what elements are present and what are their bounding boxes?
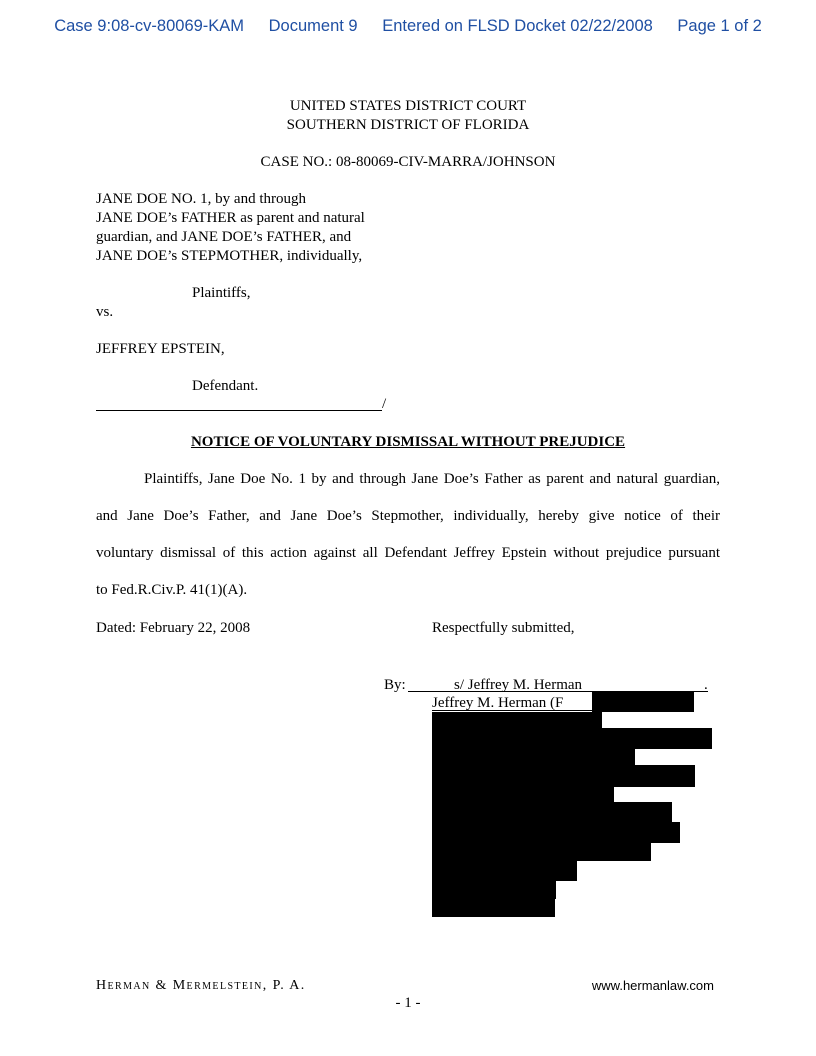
caption-slash: / (382, 396, 387, 412)
plaintiff-line-2: JANE DOE’s FATHER as parent and natural (96, 210, 365, 226)
redaction-bar (432, 859, 577, 881)
signature-text: s/ Jeffrey M. Herman (454, 677, 583, 693)
body-line-4: to Fed.R.Civ.P. 41(1)(A). (96, 582, 248, 598)
plaintiff-line-4: JANE DOE’s STEPMOTHER, individually, (96, 248, 363, 264)
body-line-2: and Jane Doe’s Father, and Jane Doe’s Stepmother, individually, hereby give notice of their (96, 508, 720, 524)
redaction-bar (432, 897, 555, 917)
respectfully-submitted: Respectfully submitted, (432, 620, 575, 636)
plaintiff-line-3: guardian, and JANE DOE’s FATHER, and (96, 229, 352, 245)
signature-by: By: (384, 677, 406, 693)
stamp-case: Case 9:08-cv-80069-KAM (54, 17, 245, 35)
stamp-document: Document 9 (268, 17, 358, 35)
plaintiffs-label: Plaintiffs, (192, 285, 251, 301)
redaction-bar (592, 691, 694, 712)
dated-line: Dated: February 22, 2008 (96, 620, 251, 636)
redaction-bar (432, 748, 635, 766)
plaintiff-line-1: JANE DOE NO. 1, by and through (96, 191, 306, 207)
redaction-bar (432, 822, 680, 843)
court-district: SOUTHERN DISTRICT OF FLORIDA (286, 117, 530, 133)
case-number: CASE NO.: 08-80069-CIV-MARRA/JOHNSON (260, 154, 556, 170)
court-name: UNITED STATES DISTRICT COURT (289, 98, 527, 114)
versus: vs. (96, 304, 114, 320)
defendant-label: Defendant. (192, 378, 259, 394)
body-line-3: voluntary dismissal of this action against all Defendant Jeffrey Epstein without prejudice pursuant (96, 545, 720, 561)
caption-rule (96, 410, 382, 411)
page-number: - 1 - (395, 995, 421, 1011)
redaction-bar (432, 765, 695, 787)
stamp-entered: Entered on FLSD Docket 02/22/2008 (382, 17, 653, 35)
footer-website: www.hermanlaw.com (591, 978, 714, 993)
document-title: NOTICE OF VOLUNTARY DISMISSAL WITHOUT PREJUDICE (190, 434, 626, 450)
stamp-page: Page 1 of 2 (677, 17, 762, 35)
signature-period: . (704, 677, 708, 693)
redaction-bar (432, 879, 556, 899)
defendant-name: JEFFREY EPSTEIN, (96, 341, 225, 357)
docket-stamp (0, 17, 816, 36)
footer-firm-name: Herman & Mermelstein, P. A. (96, 978, 306, 993)
redaction-bar (432, 841, 651, 861)
redaction-bar (432, 728, 712, 749)
attorney-name-line: Jeffrey M. Herman (F (432, 695, 564, 711)
body-line-1: Plaintiffs, Jane Doe No. 1 by and through Jane Doe’s Father as parent and natural guardian, (144, 471, 720, 487)
attorney-name-underline (432, 710, 592, 711)
redaction-bar (432, 802, 672, 824)
